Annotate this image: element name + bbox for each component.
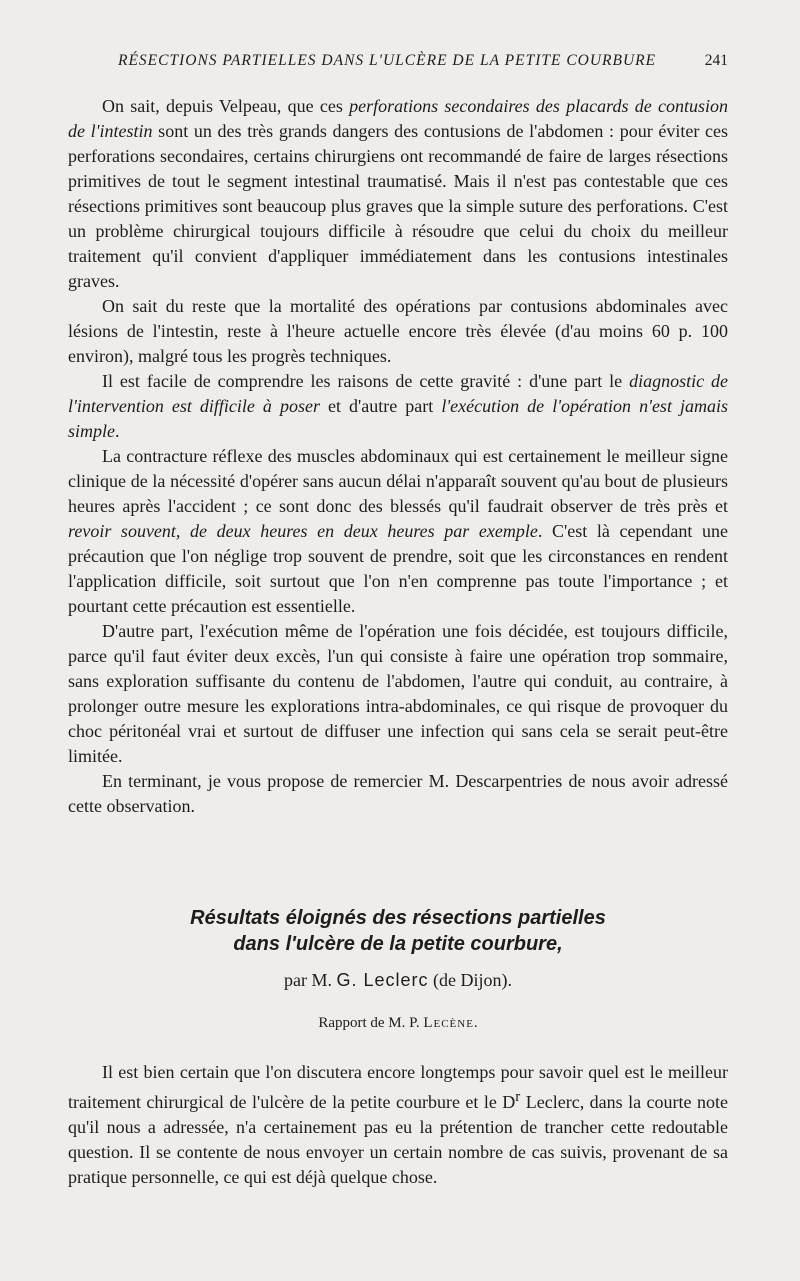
p3-text-a: Il est facile de comprendre les raisons de cette gravité : d'une part le xyxy=(102,371,630,391)
report-prefix: Rapport de M. P. xyxy=(318,1015,424,1031)
paragraph-4 xyxy=(68,444,728,619)
paragraph-1 xyxy=(68,94,728,294)
running-title: RÉSECTIONS PARTIELLES DANS L'ULCÈRE DE LA PETITE COURBURE xyxy=(118,52,657,69)
p3-text-c: et d'autre part xyxy=(319,396,442,416)
running-header xyxy=(118,52,728,70)
author-name: G. Leclerc xyxy=(336,970,429,990)
p3-emphasis-2: l'exécution de l'opération n'est jamais simple xyxy=(68,396,728,441)
page-number: 241 xyxy=(704,52,728,69)
p1-text-c: sont un des très grands dangers des contusions de l'abdomen : pour éviter ces perforations secondaires, certains chirurgiens ont recommandé de faire de larges résections primitives de tout le segment intestinal traumatisé. Mais il n'est pas contestable que ces résections primitives sont beaucoup plus graves que la simple suture des perforations. C'est un problème chirurgical toujours difficile à résoudre que celui du choix du meilleur traitement qu'il convient d'appliquer immédiatement dans les contusions intestinales graves. xyxy=(68,121,728,291)
paragraph-2: On sait du reste que la mortalité des opérations par contusions abdominales avec lésions de l'intestin, reste à l'heure actuelle encore très élevée (d'au moins 60 p. 100 environ), malgré tous les progrès techniques. xyxy=(68,296,728,366)
paragraph-7 xyxy=(68,1060,728,1190)
p7-superscript: r xyxy=(515,1089,521,1105)
p7-text-a: Il est bien certain que l'on discutera encore longtemps pour savoir quel est le meilleur traitement chirurgical de l'ulcère de la petite courbure et le D xyxy=(68,1062,728,1112)
p7-text-b: Leclerc, dans la courte note qu'il nous a adressée, n'a certainement pas eu la prétention de trancher cette redoutable question. Il se contente de nous envoyer un certain nombre de cas suivis, provenant de sa pratique personnelle, ce qui est déjà quelque chose. xyxy=(68,1092,728,1187)
paragraph-6: En terminant, je vous propose de remercier M. Descarpentries de nous avoir adressé cette observation. xyxy=(68,771,728,816)
article-title-line-1: Résultats éloignés des résections partielles xyxy=(190,907,606,929)
reporter-name: Lecène xyxy=(423,1015,474,1031)
p1-text-a: On sait, depuis Velpeau, que ces xyxy=(102,96,350,116)
byline xyxy=(68,970,728,991)
p4-emphasis: revoir souvent, de deux heures en deux heures par exemple xyxy=(68,521,538,541)
byline-prefix: par M. xyxy=(283,970,337,990)
report-line xyxy=(68,1015,728,1032)
article-text xyxy=(68,1060,728,1190)
report-suffix: . xyxy=(473,1015,478,1031)
p4-text-c: . C'est là cependant une précaution que l'on néglige trop souvent de prendre, soit que les circonstances en rendent l'application difficile, soit surtout que l'on n'en comprenne pas toute l'importance ; et pourtant cette précaution est essentielle. xyxy=(68,521,729,616)
paragraph-3 xyxy=(68,369,728,444)
p3-emphasis-1: diagnostic de l'intervention est difficile à poser xyxy=(68,371,728,416)
p3-text-e: . xyxy=(115,421,120,441)
p4-text-a: La contracture réflexe des muscles abdominaux qui est certainement le meilleur signe clinique de la nécessité d'opérer sans aucun délai n'apparaît souvent qu'au bout de plusieurs heures après l'accident ; ce sont donc des blessés qu'il faudrait observer de très près et xyxy=(68,446,728,516)
article-title xyxy=(68,905,728,957)
article-title-line-2: dans l'ulcère de la petite courbure, xyxy=(233,933,563,955)
main-text xyxy=(68,94,728,819)
author-origin: (de Dijon). xyxy=(428,970,512,990)
p1-emphasis: perforations secondaires des placards de contusion de l'intestin xyxy=(68,96,728,141)
paragraph-5: D'autre part, l'exécution même de l'opération une fois décidée, est toujours difficile, parce qu'il faut éviter deux excès, l'un qui consiste à faire une opération trop sommaire, sans exploration suffisante du contenu de l'abdomen, l'autre qui conduit, au contraire, à prolonger outre mesure les explorations intra-abdominales, ce qui risque de provoquer du choc péritonéal vrai et surtout de diffuser une infection qui sans cela se serait peut-être limitée. xyxy=(68,621,728,766)
